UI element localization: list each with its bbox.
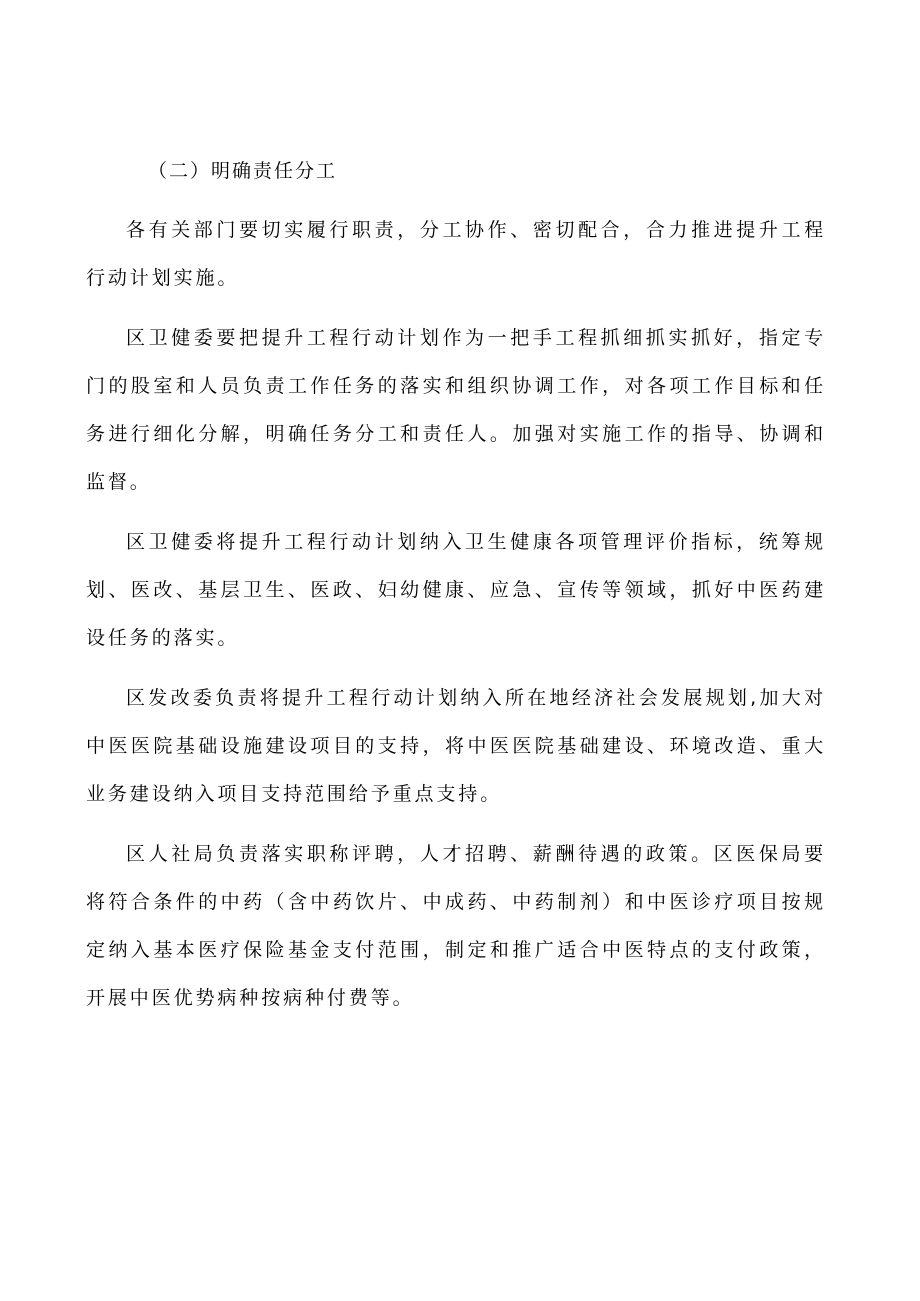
paragraph-social-security: 区人社局负责落实职称评聘，人才招聘、薪酬待遇的政策。区医保局要将符合条件的中药（含中药饮片、中成药、中药制剂）和中医诊疗项目按规定纳入基本医疗保险基金支付范围，制定和推广适合中医特点的支付政策，开展中医优势病种按病种付费等。 <box>86 843 826 1009</box>
paragraph-development-reform: 区发改委负责将提升工程行动计划纳入所在地经济社会发展规划,加大对中医医院基础设施建设项目的支持，将中医医院基础建设、环境改造、重大业务建设纳入项目支持范围给予重点支持。 <box>86 687 826 805</box>
paragraph-health-evaluation: 区卫健委将提升工程行动计划纳入卫生健康各项管理评价指标，统筹规划、医改、基层卫生、医政、妇幼健康、应急、宣传等领域，抓好中医药建设任务的落实。 <box>86 531 826 649</box>
body-text <box>86 206 826 1034</box>
paragraph-health-commission: 区卫健委要把提升工程行动计划作为一把手工程抓细抓实抓好，指定专门的股室和人员负责工作任务的落实和组织协调工作，对各项工作目标和任务进行细化分解，明确任务分工和责任人。加强对实施工作的指导、协调和监督。 <box>86 327 826 493</box>
section-heading: （二）明确责任分工 <box>148 160 338 182</box>
paragraph-departments: 各有关部门要切实履行职责，分工协作、密切配合，合力推进提升工程行动计划实施。 <box>86 219 826 289</box>
